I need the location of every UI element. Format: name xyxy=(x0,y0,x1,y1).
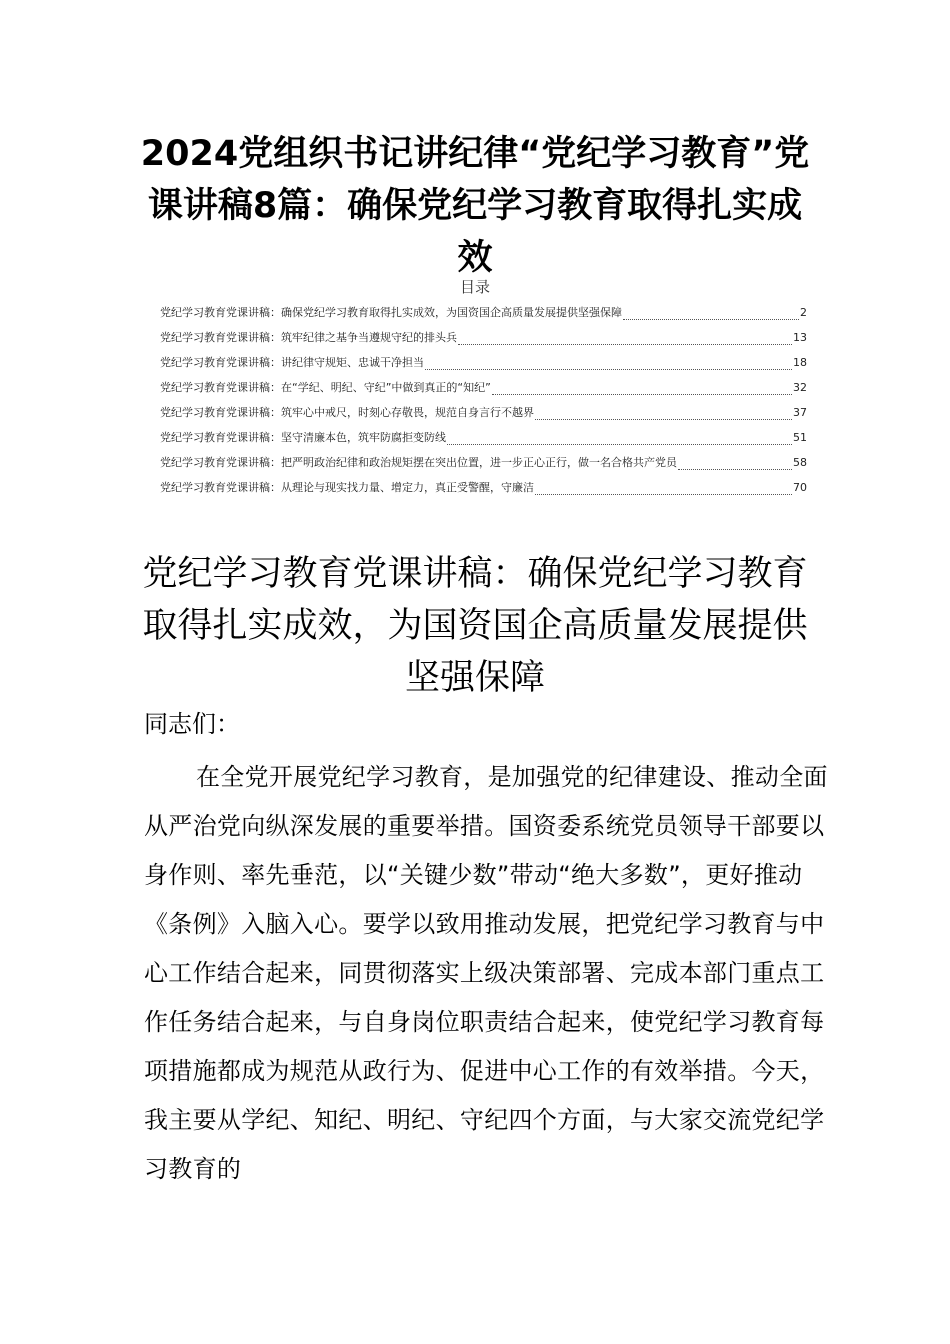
toc-page-number: 32 xyxy=(793,381,807,394)
toc-page-number: 2 xyxy=(800,306,807,319)
toc-leader xyxy=(492,384,792,395)
toc-page-number: 58 xyxy=(793,456,807,469)
toc-heading: 目录 xyxy=(459,278,490,296)
table-of-contents xyxy=(160,300,807,500)
document-title: 2024党组织书记讲纪律“党纪学习教育”党课讲稿8篇：确保党纪学习教育取得扎实成效 xyxy=(140,134,810,278)
toc-leader xyxy=(458,334,792,345)
toc-entry[interactable] xyxy=(160,400,807,425)
toc-entry[interactable] xyxy=(160,300,807,325)
toc-entry-text: 党纪学习教育党课讲稿：筑牢心中戒尺，时刻心存敬畏，规范自身言行不越界 xyxy=(160,406,534,419)
toc-entry[interactable] xyxy=(160,325,807,350)
toc-leader xyxy=(447,434,792,445)
toc-entry-text: 党纪学习教育党课讲稿：讲纪律守规矩、忠诚干净担当 xyxy=(160,356,424,369)
toc-leader xyxy=(678,459,792,470)
section-title: 党纪学习教育党课讲稿：确保党纪学习教育取得扎实成效，为国资国企高质量发展提供坚强保障 xyxy=(142,554,808,698)
toc-entry[interactable] xyxy=(160,350,807,375)
toc-entry[interactable] xyxy=(160,375,807,400)
toc-entry-text: 党纪学习教育党课讲稿：确保党纪学习教育取得扎实成效，为国资国企高质量发展提供坚强保障 xyxy=(160,306,622,319)
toc-leader xyxy=(623,309,799,320)
toc-page-number: 51 xyxy=(793,431,807,444)
toc-page-number: 18 xyxy=(793,356,807,369)
toc-entry[interactable] xyxy=(160,425,807,450)
toc-leader xyxy=(425,359,792,370)
salutation: 同志们： xyxy=(144,710,240,738)
toc-page-number: 13 xyxy=(793,331,807,344)
toc-leader xyxy=(535,484,792,495)
toc-entry-text: 党纪学习教育党课讲稿：坚守清廉本色，筑牢防腐拒变防线 xyxy=(160,431,446,444)
toc-entry-text: 党纪学习教育党课讲稿：在“学纪、明纪、守纪”中做到真正的“知纪” xyxy=(160,381,491,394)
toc-entry[interactable] xyxy=(160,450,807,475)
toc-entry-text: 党纪学习教育党课讲稿：筑牢纪律之基争当遵规守纪的排头兵 xyxy=(160,331,457,344)
toc-entry-text: 党纪学习教育党课讲稿：把严明政治纪律和政治规矩摆在突出位置，进一步正心正行，做一名合格共产党员 xyxy=(160,456,677,469)
toc-leader xyxy=(535,409,792,420)
toc-entry-text: 党纪学习教育党课讲稿：从理论与现实找力量、增定力，真正受警醒，守廉洁 xyxy=(160,481,534,494)
body-paragraph: 在全党开展党纪学习教育，是加强党的纪律建设、推动全面从严治党向纵深发展的重要举措。国资委系统党员领导干部要以身作则、率先垂范，以“关键少数”带动“绝大多数”，更好推动《条例》入脑入心。要学以致用推动发展，把党纪学习教育与中心工作结合起来，同贯彻落实上级决策部署、完成本部门重点工作任务结合起来，与自身岗位职责结合起来，使党纪学习教育每项措施都成为规范从政行为、促进中心工作的有效举措。今天，我主要从学纪、知纪、明纪、守纪四个方面，与大家交流党纪学习教育的 xyxy=(144,763,828,1183)
toc-page-number: 70 xyxy=(793,481,807,494)
toc-page-number: 37 xyxy=(793,406,807,419)
toc-entry[interactable] xyxy=(160,475,807,500)
